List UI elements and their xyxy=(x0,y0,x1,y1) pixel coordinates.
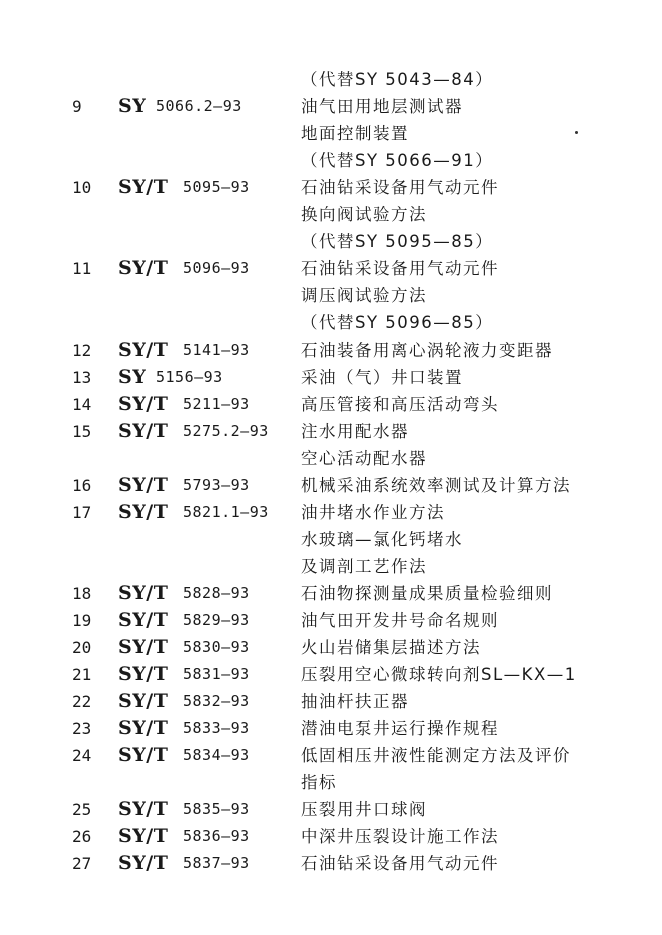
standard-number: 5835—93 xyxy=(183,800,250,819)
list-item xyxy=(0,418,662,445)
item-number: 21 xyxy=(72,665,92,685)
item-number: 10 xyxy=(72,178,92,198)
standard-title: 换向阀试验方法 xyxy=(301,205,427,225)
standard-prefix: SY xyxy=(118,365,147,388)
list-item xyxy=(0,715,662,742)
standard-prefix: SY/T xyxy=(118,852,169,875)
standard-number: 5095—93 xyxy=(183,178,250,197)
standard-title: 火山岩储集层描述方法 xyxy=(301,638,481,658)
standard-title: 石油装备用离心涡轮液力变距器 xyxy=(301,340,553,360)
standard-title: 高压管接和高压活动弯头 xyxy=(301,394,499,414)
standard-number: 5156—93 xyxy=(156,367,223,386)
list-item xyxy=(0,364,662,391)
standard-number: 5096—93 xyxy=(183,259,250,278)
item-number: 25 xyxy=(72,800,92,820)
list-item xyxy=(0,337,662,364)
item-number: 11 xyxy=(72,259,92,279)
standard-prefix: SY/T xyxy=(118,500,169,523)
standard-prefix: SY/T xyxy=(118,717,169,740)
standard-title: （代替SY 5096—85） xyxy=(301,313,494,333)
standard-number: 5837—93 xyxy=(183,854,250,873)
standard-title: 抽油杆扶正器 xyxy=(301,692,409,712)
list-item xyxy=(0,769,662,796)
standard-number: 5141—93 xyxy=(183,340,250,359)
standard-prefix: SY xyxy=(118,95,147,118)
item-number: 26 xyxy=(72,827,92,847)
list-item xyxy=(0,499,662,526)
list-item xyxy=(0,147,662,174)
standard-number: 5211—93 xyxy=(183,394,250,413)
standard-number: 5275.2—93 xyxy=(183,421,269,440)
item-number: 27 xyxy=(72,854,92,874)
standard-prefix: SY/T xyxy=(118,825,169,848)
standard-prefix: SY/T xyxy=(118,798,169,821)
standard-prefix: SY/T xyxy=(118,663,169,686)
item-number: 23 xyxy=(72,719,92,739)
standard-title: 及调剖工艺作法 xyxy=(301,556,427,576)
standard-title: （代替SY 5066—91） xyxy=(301,151,494,171)
standard-prefix: SY/T xyxy=(118,609,169,631)
list-item xyxy=(0,228,662,255)
standard-prefix: SY/T xyxy=(118,419,169,442)
standard-number: 5821.1—93 xyxy=(183,502,269,521)
list-item xyxy=(0,282,662,309)
standard-title: 油井堵水作业方法 xyxy=(301,502,445,522)
standard-number: 5833—93 xyxy=(183,719,250,738)
standard-title: 机械采油系统效率测试及计算方法 xyxy=(301,475,571,495)
list-item xyxy=(0,742,662,769)
standard-title: 空心活动配水器 xyxy=(301,448,427,468)
standard-title: 地面控制装置 xyxy=(301,124,409,144)
item-number: 17 xyxy=(72,502,92,522)
standard-title: （代替SY 5043—84） xyxy=(301,70,494,89)
list-item xyxy=(0,66,662,93)
list-item xyxy=(0,796,662,823)
list-item xyxy=(0,688,662,715)
list-item xyxy=(0,255,662,282)
standard-title: 石油钻采设备用气动元件 xyxy=(301,259,499,279)
list-item xyxy=(0,445,662,472)
list-item xyxy=(0,120,662,147)
standard-prefix: SY/T xyxy=(118,257,169,280)
standard-title: 油气田用地层测试器 xyxy=(301,97,463,117)
item-number: 15 xyxy=(72,421,92,441)
item-number: 14 xyxy=(72,394,92,414)
standard-prefix: SY/T xyxy=(118,581,169,604)
standard-title: 中深井压裂设计施工作法 xyxy=(301,827,499,847)
list-item xyxy=(0,526,662,553)
list-item xyxy=(0,661,662,688)
standard-title: 采油（气）井口装置 xyxy=(301,367,463,387)
item-number: 19 xyxy=(72,611,92,630)
item-number: 16 xyxy=(72,475,92,495)
standard-title: 指标 xyxy=(301,773,337,793)
standard-title: 注水用配水器 xyxy=(301,421,409,441)
list-item xyxy=(0,553,662,580)
standard-prefix: SY/T xyxy=(118,473,169,496)
list-item xyxy=(0,850,662,877)
standard-number: 5830—93 xyxy=(183,638,250,657)
list-item xyxy=(0,580,662,607)
standard-title: 潜油电泵井运行操作规程 xyxy=(301,719,499,739)
standard-prefix: SY/T xyxy=(118,636,169,659)
standard-title: 油气田开发井号命名规则 xyxy=(301,611,499,630)
standard-title: 石油物探测量成果质量检验细则 xyxy=(301,583,553,603)
standard-number: 5831—93 xyxy=(183,665,250,684)
item-number: 20 xyxy=(72,638,92,658)
standard-number: 5793—93 xyxy=(183,475,250,494)
list-item xyxy=(0,391,662,418)
standard-prefix: SY/T xyxy=(118,744,169,767)
standard-title: 水玻璃—氯化钙堵水 xyxy=(301,529,463,549)
list-item xyxy=(0,823,662,850)
item-number: 9 xyxy=(72,97,82,117)
standard-prefix: SY/T xyxy=(118,392,169,415)
standard-title: 调压阀试验方法 xyxy=(301,286,427,306)
list-item xyxy=(0,472,662,499)
list-item xyxy=(0,93,662,120)
item-number: 22 xyxy=(72,692,92,712)
standard-title: 石油钻采设备用气动元件 xyxy=(301,854,499,874)
list-item xyxy=(0,201,662,228)
item-number: 13 xyxy=(72,367,92,387)
standard-prefix: SY/T xyxy=(118,690,169,713)
standard-title: 压裂用空心微球转向剂SL—KX—1 xyxy=(301,665,577,685)
item-number: 24 xyxy=(72,746,92,766)
standard-number: 5834—93 xyxy=(183,746,250,765)
list-item xyxy=(0,309,662,336)
standard-number: 5066.2—93 xyxy=(156,97,242,116)
standard-number: 5828—93 xyxy=(183,583,250,602)
item-number: 18 xyxy=(72,583,92,603)
standard-title: （代替SY 5095—85） xyxy=(301,232,494,252)
list-item xyxy=(0,607,662,634)
standard-number: 5832—93 xyxy=(183,692,250,711)
standard-number: 5829—93 xyxy=(183,611,250,629)
standard-title: 石油钻采设备用气动元件 xyxy=(301,178,499,198)
standard-prefix: SY/T xyxy=(118,338,169,361)
item-number: 12 xyxy=(72,340,92,360)
list-item xyxy=(0,634,662,661)
standard-prefix: SY/T xyxy=(118,176,169,199)
list-item xyxy=(0,174,662,201)
standard-title: 低固相压井液性能测定方法及评价 xyxy=(301,746,571,766)
standard-number: 5836—93 xyxy=(183,827,250,846)
standard-title: 压裂用井口球阀 xyxy=(301,800,427,820)
